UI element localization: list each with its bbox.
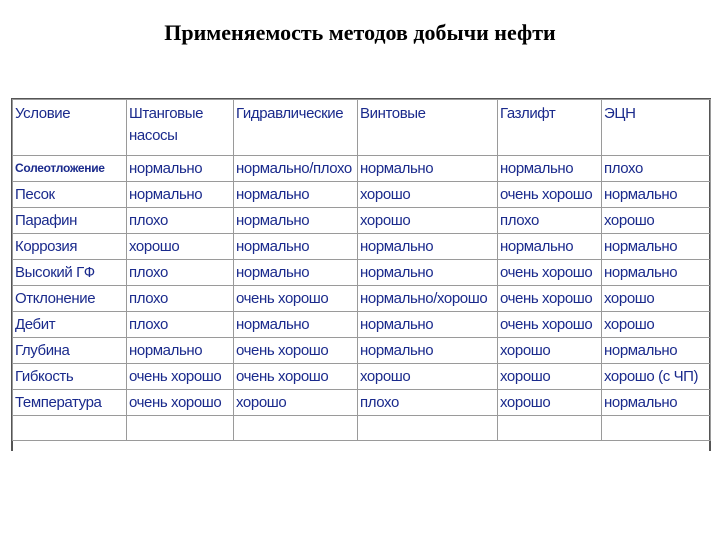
empty-cell	[498, 416, 602, 441]
table-cell: нормально	[127, 338, 234, 364]
table-row	[13, 182, 711, 208]
empty-cell	[127, 416, 234, 441]
row-condition-cell: Отклонение	[13, 286, 127, 312]
table-row	[13, 390, 711, 416]
table-cell: хорошо (с ЧП)	[602, 364, 711, 390]
methods-table	[12, 99, 711, 441]
table-cell: нормально	[358, 312, 498, 338]
table-row	[13, 364, 711, 390]
table-cell: очень хорошо	[234, 338, 358, 364]
table-cell: нормально/плохо	[234, 156, 358, 182]
row-condition-cell: Коррозия	[13, 234, 127, 260]
column-header	[498, 100, 602, 156]
table-cell: нормально	[234, 182, 358, 208]
table-cell: хорошо	[127, 234, 234, 260]
row-condition-cell: Температура	[13, 390, 127, 416]
table-cell: хорошо	[498, 364, 602, 390]
row-condition-cell: Парафин	[13, 208, 127, 234]
column-header-label: ЭЦН	[604, 105, 636, 122]
empty-cell	[234, 416, 358, 441]
table-cell: очень хорошо	[498, 312, 602, 338]
table-cell: нормально	[358, 338, 498, 364]
table-cell: очень хорошо	[234, 364, 358, 390]
empty-cell	[13, 416, 127, 441]
table-cell: плохо	[127, 208, 234, 234]
table-cell: нормально	[127, 156, 234, 182]
table-cell: очень хорошо	[127, 364, 234, 390]
table-row	[13, 286, 711, 312]
column-header-label: Газлифт	[500, 105, 556, 122]
table-cell: хорошо	[602, 312, 711, 338]
table-cell: нормально	[602, 182, 711, 208]
table-cell: очень хорошо	[498, 182, 602, 208]
table-cell: нормально	[602, 260, 711, 286]
table-cell: хорошо	[498, 338, 602, 364]
table-cell: хорошо	[358, 182, 498, 208]
table-cell: хорошо	[602, 286, 711, 312]
table-cell: нормально	[234, 208, 358, 234]
row-condition-cell: Солеотложение	[13, 156, 127, 182]
column-header	[602, 100, 711, 156]
table-cell: нормально	[358, 260, 498, 286]
table-cell: нормально	[498, 156, 602, 182]
table-cell: плохо	[127, 286, 234, 312]
column-header	[127, 100, 234, 156]
table-row	[13, 338, 711, 364]
table-cell: нормально	[498, 234, 602, 260]
column-header-label: Гидравлические	[236, 105, 344, 122]
table-cell: нормально	[234, 260, 358, 286]
table-cell: нормально	[602, 338, 711, 364]
empty-row	[13, 416, 711, 441]
table-cell: нормально	[234, 312, 358, 338]
table-cell: нормально	[127, 182, 234, 208]
row-condition-cell: Песок	[13, 182, 127, 208]
row-condition-cell: Гибкость	[13, 364, 127, 390]
table-cell: хорошо	[498, 390, 602, 416]
table-row	[13, 208, 711, 234]
table-cell: хорошо	[234, 390, 358, 416]
table-cell: очень хорошо	[498, 260, 602, 286]
table-header-row	[13, 100, 711, 156]
table-row	[13, 156, 711, 182]
table-cell: очень хорошо	[127, 390, 234, 416]
table-cell: плохо	[602, 156, 711, 182]
row-condition-cell: Дебит	[13, 312, 127, 338]
column-header-label: Штанговые насосы	[129, 105, 204, 144]
empty-cell	[358, 416, 498, 441]
table-cell: нормально	[602, 390, 711, 416]
row-condition-cell: Глубина	[13, 338, 127, 364]
table-cell: нормально	[602, 234, 711, 260]
empty-cell	[602, 416, 711, 441]
table-cell: нормально	[358, 156, 498, 182]
page-title: Применяемость методов добычи нефти	[164, 20, 556, 45]
table-cell: плохо	[127, 312, 234, 338]
column-header	[234, 100, 358, 156]
table-cell: нормально	[358, 234, 498, 260]
table-cell: плохо	[498, 208, 602, 234]
table-cell: хорошо	[358, 364, 498, 390]
table-cell: нормально	[234, 234, 358, 260]
column-header-label: Винтовые	[360, 105, 426, 122]
table-row	[13, 312, 711, 338]
table-cell: очень хорошо	[498, 286, 602, 312]
table-cell: плохо	[127, 260, 234, 286]
table-cell: очень хорошо	[234, 286, 358, 312]
table-cell: хорошо	[358, 208, 498, 234]
table-cell: нормально/хорошо	[358, 286, 498, 312]
column-header-label: Условие	[15, 105, 71, 122]
table-row	[13, 234, 711, 260]
column-header	[358, 100, 498, 156]
table-cell: плохо	[358, 390, 498, 416]
table-row	[13, 260, 711, 286]
table-cell: хорошо	[602, 208, 711, 234]
column-header	[13, 100, 127, 156]
row-condition-cell: Высокий ГФ	[13, 260, 127, 286]
